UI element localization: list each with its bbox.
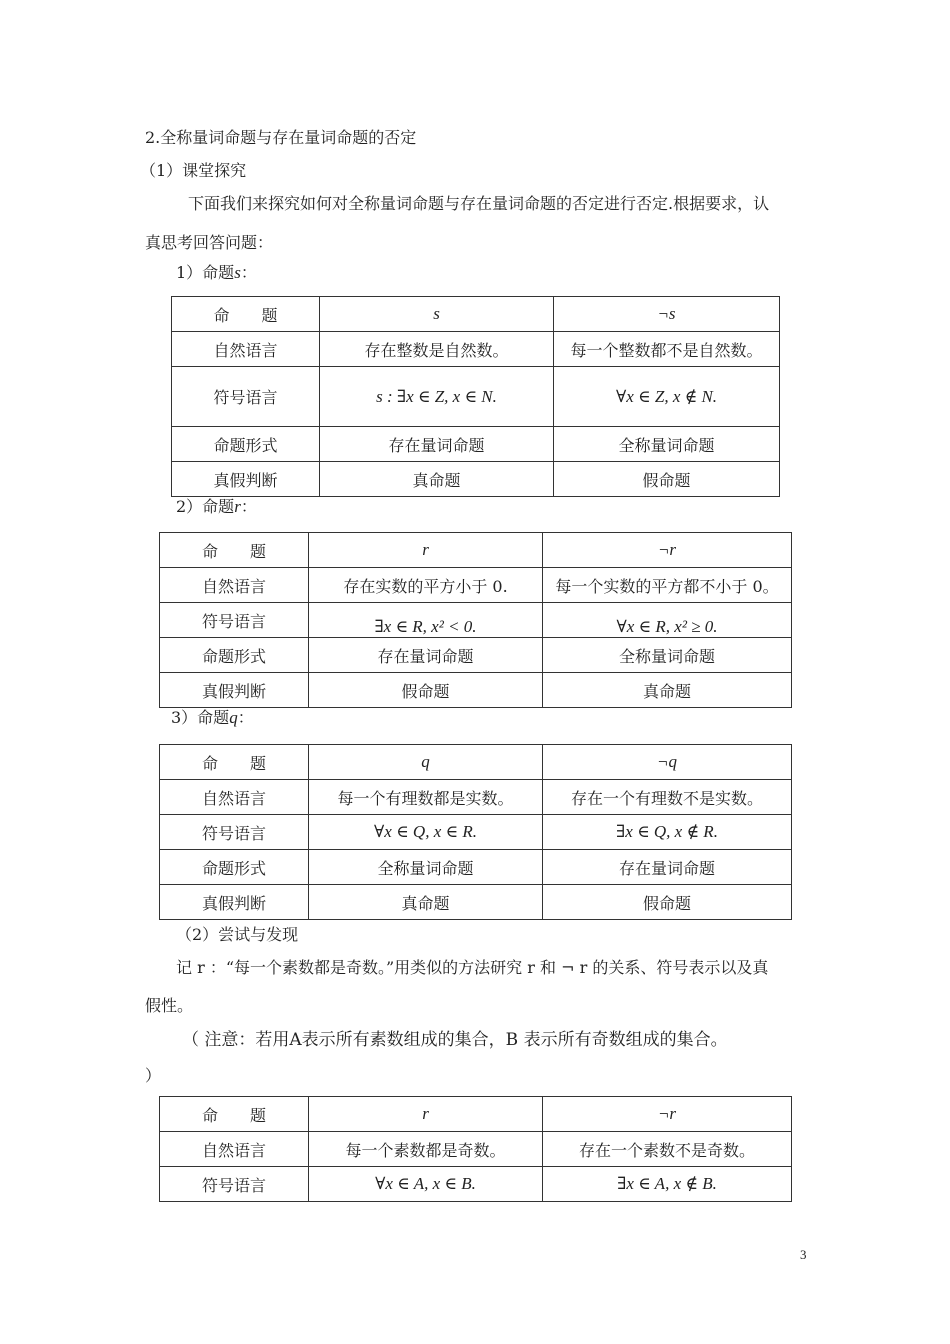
- table-cell: ∀x ∈ R, x² ≥ 0.: [543, 603, 792, 638]
- table-cell: s : ∃x ∈ Z, x ∈ N.: [320, 367, 554, 427]
- table-cell: 全称量词命题: [309, 850, 543, 885]
- table-cell: 命 题: [160, 1097, 309, 1132]
- table-row: [160, 638, 792, 673]
- page-number: 3: [800, 1247, 807, 1262]
- table-row: [172, 427, 780, 462]
- table-row: [160, 568, 792, 603]
- proposition-r-label: 2）命题r：: [176, 497, 257, 516]
- table-cell: 存在一个有理数不是实数。: [543, 780, 792, 815]
- table-cell: 自然语言: [172, 332, 320, 367]
- table-proposition-s: [171, 296, 780, 497]
- table-cell: 假命题: [554, 462, 780, 497]
- table-cell: 真命题: [309, 885, 543, 920]
- table-cell: ¬r: [543, 533, 792, 568]
- table-cell: q: [309, 745, 543, 780]
- table-cell: ∃x ∈ Q, x ∉ R.: [543, 815, 792, 850]
- subsection-class-explore: （1）课堂探究: [140, 161, 247, 180]
- table-row: [160, 1097, 792, 1132]
- table-cell: ∀x ∈ Z, x ∉ N.: [554, 367, 780, 427]
- table-row: [160, 603, 792, 638]
- table-cell: 自然语言: [160, 1132, 309, 1167]
- table-cell: 假命题: [543, 885, 792, 920]
- table-cell: 命题形式: [172, 427, 320, 462]
- table-cell: 符号语言: [160, 603, 309, 638]
- table-cell: ∃x ∈ A, x ∉ B.: [543, 1167, 792, 1202]
- table-row: [172, 332, 780, 367]
- intro-paragraph-line2: 真思考回答问题：: [145, 233, 274, 252]
- note-line2: ）: [145, 1066, 162, 1085]
- table-cell: 存在实数的平方小于 0.: [309, 568, 543, 603]
- table-row: [160, 745, 792, 780]
- table-cell: 真假判断: [172, 462, 320, 497]
- table-row: [160, 885, 792, 920]
- table-cell: 每一个实数的平方都不小于 0。: [543, 568, 792, 603]
- table-cell: 自然语言: [160, 780, 309, 815]
- table-cell: 命 题: [172, 297, 320, 332]
- table-cell: 符号语言: [160, 815, 309, 850]
- table-cell: ¬q: [543, 745, 792, 780]
- subsection-try-discover: （2）尝试与发现: [176, 925, 299, 944]
- table-cell: 每一个素数都是奇数。: [309, 1132, 543, 1167]
- table-cell: r: [309, 533, 543, 568]
- table-cell: 存在量词命题: [309, 638, 543, 673]
- table-row: [172, 462, 780, 497]
- table-cell: 命题形式: [160, 850, 309, 885]
- table-cell: 自然语言: [160, 568, 309, 603]
- table-cell: 命 题: [160, 745, 309, 780]
- proposition-q-label: 3）命题q：: [171, 708, 254, 727]
- table-cell: 每一个整数都不是自然数。: [554, 332, 780, 367]
- table-proposition-r: [159, 532, 792, 708]
- table-row: [160, 780, 792, 815]
- try-paragraph-line1: 记 r ：“每一个素数都是奇数。”用类似的方法研究 r 和 ¬ r 的关系、符号表示以及真: [176, 958, 769, 977]
- intro-paragraph-line1: 下面我们来探究如何对全称量词命题与存在量词命题的否定进行否定.根据要求，认: [188, 194, 770, 213]
- table-cell: ∀x ∈ Q, x ∈ R.: [309, 815, 543, 850]
- table-row: [160, 673, 792, 708]
- table-row: [172, 367, 780, 427]
- table-cell: 假命题: [309, 673, 543, 708]
- table-cell: 真命题: [320, 462, 554, 497]
- table-row: [160, 815, 792, 850]
- table-cell: ∃x ∈ R, x² < 0.: [309, 603, 543, 638]
- table-cell: 真假判断: [160, 885, 309, 920]
- table-proposition-r-primes: [159, 1096, 792, 1202]
- table-cell: 存在量词命题: [320, 427, 554, 462]
- table-cell: 存在一个素数不是奇数。: [543, 1132, 792, 1167]
- table-cell: 命 题: [160, 533, 309, 568]
- table-row: [160, 533, 792, 568]
- table-cell: s: [320, 297, 554, 332]
- table-cell: 命题形式: [160, 638, 309, 673]
- proposition-s-label: 1）命题s：: [176, 263, 257, 282]
- table-row: [160, 1167, 792, 1202]
- table-cell: 存在量词命题: [543, 850, 792, 885]
- table-cell: 符号语言: [172, 367, 320, 427]
- table-cell: 每一个有理数都是实数。: [309, 780, 543, 815]
- table-row: [160, 1132, 792, 1167]
- table-cell: ¬r: [543, 1097, 792, 1132]
- table-cell: 符号语言: [160, 1167, 309, 1202]
- table-cell: 存在整数是自然数。: [320, 332, 554, 367]
- table-cell: 真假判断: [160, 673, 309, 708]
- table-proposition-q: [159, 744, 792, 920]
- table-cell: 全称量词命题: [543, 638, 792, 673]
- table-row: [172, 297, 780, 332]
- table-cell: ∀x ∈ A, x ∈ B.: [309, 1167, 543, 1202]
- section-heading: 2.全称量词命题与存在量词命题的否定: [145, 128, 417, 147]
- table-cell: 全称量词命题: [554, 427, 780, 462]
- note-line1: （ 注意：若用A表示所有素数组成的集合，B 表示所有奇数组成的集合。: [182, 1030, 728, 1050]
- table-cell: ¬s: [554, 297, 780, 332]
- table-cell: 真命题: [543, 673, 792, 708]
- table-cell: r: [309, 1097, 543, 1132]
- try-paragraph-line2: 假性。: [145, 996, 194, 1015]
- table-row: [160, 850, 792, 885]
